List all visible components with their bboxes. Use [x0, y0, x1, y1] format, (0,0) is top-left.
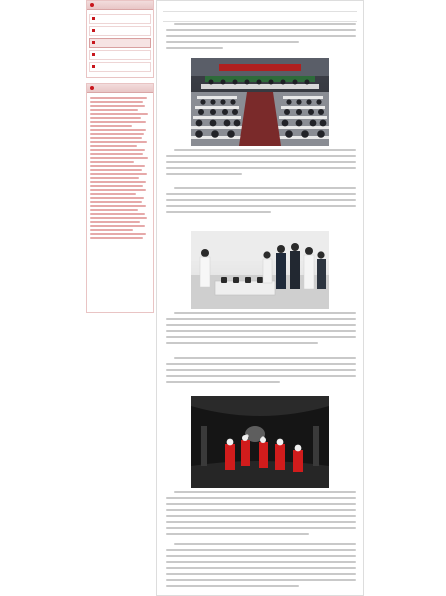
hot-news-line[interactable]: [90, 197, 144, 199]
hot-news-line[interactable]: [90, 157, 148, 159]
hot-news-line[interactable]: [90, 169, 142, 171]
sidebar: [86, 0, 154, 313]
bullet-dot-icon: [90, 86, 94, 90]
hot-news-line[interactable]: [90, 213, 145, 215]
article-paragraph-6: [166, 491, 356, 515]
hot-news-line[interactable]: [90, 109, 138, 111]
hot-news-line[interactable]: [90, 177, 139, 179]
hot-news-line[interactable]: [90, 217, 147, 219]
article-paragraph-5: [166, 357, 356, 387]
hot-news-line[interactable]: [90, 133, 144, 135]
exhibition-photo: [191, 231, 329, 309]
hot-news-line[interactable]: [90, 121, 146, 123]
article-paragraph-2: [166, 149, 356, 179]
article-paragraph-8: [166, 543, 356, 573]
bullet-dot-icon: [90, 3, 94, 7]
hot-news-line[interactable]: [90, 209, 138, 211]
menu-square-icon: [92, 65, 95, 68]
article-paragraph-1: [166, 23, 356, 53]
hot-news-line[interactable]: [90, 145, 137, 147]
menu-square-icon: [92, 41, 95, 44]
sidebar-item-3-active[interactable]: [89, 38, 151, 48]
meeting-hall-photo: [191, 58, 329, 146]
sidebar-menu-header: [87, 1, 153, 10]
article-title: [157, 4, 363, 11]
hot-news-line[interactable]: [90, 189, 146, 191]
hot-news-line[interactable]: [90, 233, 146, 235]
hot-news-line[interactable]: [90, 153, 143, 155]
hot-news-line[interactable]: [90, 129, 146, 131]
hot-news-line[interactable]: [90, 105, 145, 107]
article-meta: [177, 13, 343, 19]
sidebar-menu: [86, 0, 154, 78]
hot-news-line[interactable]: [90, 117, 141, 119]
menu-square-icon: [92, 53, 95, 56]
article-paragraph-4: [166, 312, 356, 348]
sidebar-item-4[interactable]: [89, 50, 151, 60]
hot-news-line[interactable]: [90, 205, 146, 207]
article-panel: [156, 0, 364, 596]
article-paragraph-7: [166, 515, 356, 539]
menu-square-icon: [92, 29, 95, 32]
hot-news-line[interactable]: [90, 125, 132, 127]
sidebar-hot-list: [87, 93, 153, 243]
hot-news-line[interactable]: [90, 201, 142, 203]
article-paragraph-9: [166, 573, 356, 591]
hot-news-line[interactable]: [90, 237, 143, 239]
title-divider: [163, 11, 357, 12]
sidebar-item-1[interactable]: [89, 14, 151, 24]
hot-news-line[interactable]: [90, 141, 147, 143]
hot-news-line[interactable]: [90, 225, 145, 227]
menu-square-icon: [92, 17, 95, 20]
sidebar-item-2[interactable]: [89, 26, 151, 36]
hot-news-line[interactable]: [90, 137, 142, 139]
hot-news-line[interactable]: [90, 165, 145, 167]
hot-news-line[interactable]: [90, 229, 133, 231]
hot-news-line[interactable]: [90, 173, 147, 175]
mine-tunnel-photo: [191, 396, 329, 488]
sidebar-item-5[interactable]: [89, 62, 151, 72]
sidebar-menu-list: [87, 10, 153, 77]
sidebar-hot-header: [87, 84, 153, 93]
meta-divider: [163, 21, 357, 22]
hot-news-line[interactable]: [90, 97, 147, 99]
article-paragraph-3: [166, 187, 356, 217]
hot-news-line[interactable]: [90, 101, 143, 103]
hot-news-line[interactable]: [90, 221, 140, 223]
hot-news-line[interactable]: [90, 113, 148, 115]
hot-news-line[interactable]: [90, 161, 134, 163]
hot-news-line[interactable]: [90, 181, 146, 183]
hot-news-line[interactable]: [90, 193, 136, 195]
sidebar-hot-news: [86, 83, 154, 313]
hot-news-line[interactable]: [90, 185, 143, 187]
hot-news-line[interactable]: [90, 149, 145, 151]
